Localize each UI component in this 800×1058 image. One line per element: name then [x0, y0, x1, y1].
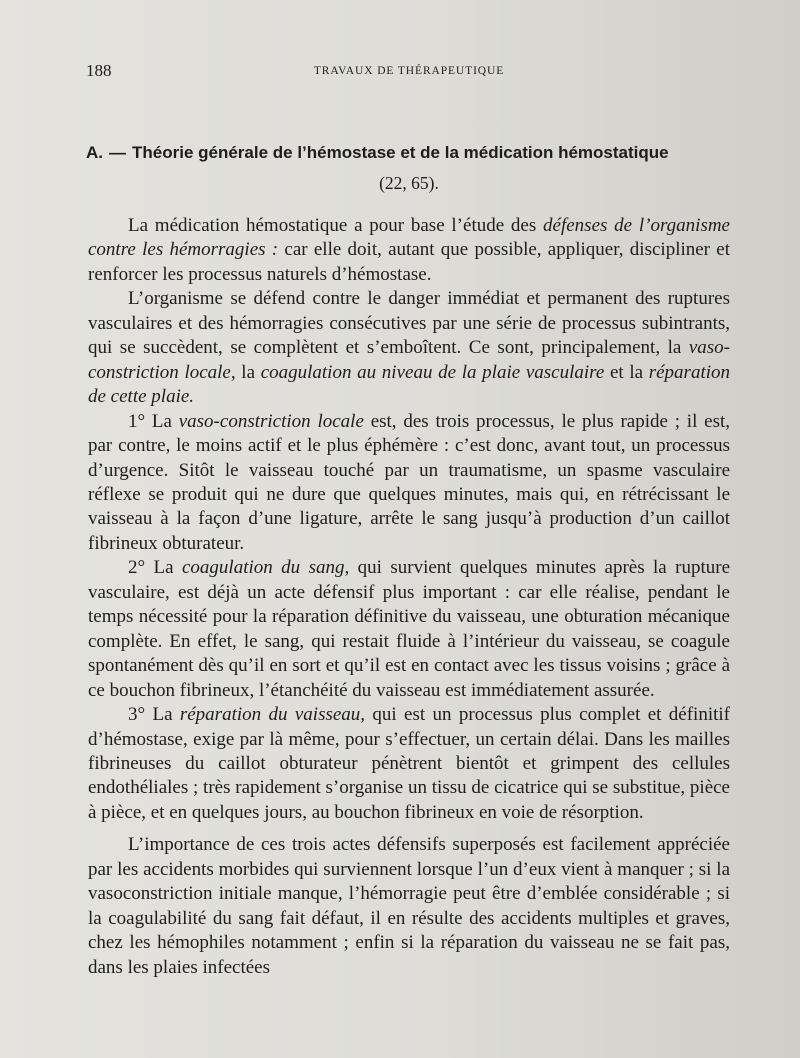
- p2-text-e: et la: [604, 361, 649, 383]
- p3-text-a: 1° La: [128, 410, 179, 432]
- p1-text-a: La médication hémostatique a pour base l’étude des: [128, 215, 544, 236]
- paragraph-3: [88, 410, 730, 557]
- p4-text-a: 2° La: [128, 557, 182, 579]
- p2-italic-reparation: réparation de cette plaie.: [88, 361, 730, 408]
- body-text: [88, 214, 730, 980]
- p2-text-c: la: [235, 361, 261, 383]
- p5-text-c: qui est un processus plus complet et définitif d’hémostase, exige par là même, pour s’effectuer, un certain délai. Dans les mailles fibrineuses du caillot obturateur pénètrent bientôt et grimpent des cellules endothéliales ; très rapidement s’organise un tissu de cicatrice qui se substitue, pièce à pièce, et en quelques jours, au bouchon fibrineux en voie de résorption.: [88, 704, 730, 823]
- paragraph-6: [88, 833, 730, 980]
- page-header: [86, 58, 732, 84]
- p1-italic: défenses de l’organisme contre les hémorragies :: [88, 215, 730, 261]
- paragraph-1: [88, 214, 730, 287]
- paragraph-4: [88, 556, 730, 703]
- p5-italic: réparation du vaisseau,: [179, 704, 366, 726]
- p2-text-a: L’organisme se défend contre le danger immédiat et permanent des ruptures vasculaires et des hémorragies consécutives par une série de processus subintrants, qui se succèdent, se complètent et s’emboîtent. Ce sont, principalement, la: [88, 288, 730, 359]
- running-title: TRAVAUX DE THÉRAPEUTIQUE: [313, 65, 505, 77]
- section-title: Théorie générale de l’hémostase et de la médication hémostatique: [132, 143, 669, 162]
- p5-text-a: 3° La: [128, 704, 180, 726]
- p1-text-c: car elle doit, autant que possible, appliquer, discipliner et renforcer les processus naturels d’hémostase.: [88, 239, 730, 285]
- p2-italic-vasoconstriction: vaso-constriction locale,: [88, 337, 730, 383]
- page-number: 188: [86, 61, 112, 80]
- p6-text: L’importance de ces trois actes défensifs superposés est facilement appréciée par les accidents morbides qui surviennent lorsque l’un d’eux vient à manquer ; si la vasoconstriction initiale manque, l’hémorragie peut être d’emblée considérable ; si la coagulabilité du sang fait défaut, il en résulte des accidents multiples et graves, chez les hémophiles notamment ; enfin si la réparation du vaisseau ne se fait pas, dans les plaies infectées: [88, 834, 730, 978]
- section-heading: [86, 140, 738, 166]
- section-label: A.: [86, 143, 103, 162]
- section-dash: —: [109, 143, 126, 162]
- section-references: (22, 65).: [379, 173, 439, 193]
- paragraph-5: [88, 703, 730, 825]
- paragraph-2: [88, 287, 730, 409]
- p3-text-c: est, des trois processus, le plus rapide ; il est, par contre, le moins actif et le plus éphémère : c’est donc, avant tout, un processus d’urgence. Sitôt le vaisseau touché par un traumatisme, un spasme vasculaire réflexe se produit qui ne dure que quelques minutes, mais qui, en rétrécissant le vaisseau à la façon d’une ligature, arrête le sang jusqu’à production d’un caillot fibrineux obturateur.: [88, 410, 730, 554]
- p4-text-c: qui survient quelques minutes après la rupture vasculaire, est déjà un acte défensif plus important : car elle réalise, pendant le temps nécessité pour la réparation définitive du vaisseau, une obturation mécanique complète. En effet, le sang, qui restait fluide à l’intérieur du vaisseau, se coagule spontanément dès qu’il en sort et qu’il est en contact avec les tissus voisins ; grâce à ce bouchon fibrineux, l’étanchéité du vaisseau est immédiatement assurée.: [88, 557, 731, 701]
- p2-italic-coagulation: coagulation au niveau de la plaie vasculaire: [260, 361, 605, 383]
- p3-italic: vaso-constriction locale: [178, 410, 364, 432]
- p4-italic: coagulation du sang,: [181, 557, 350, 579]
